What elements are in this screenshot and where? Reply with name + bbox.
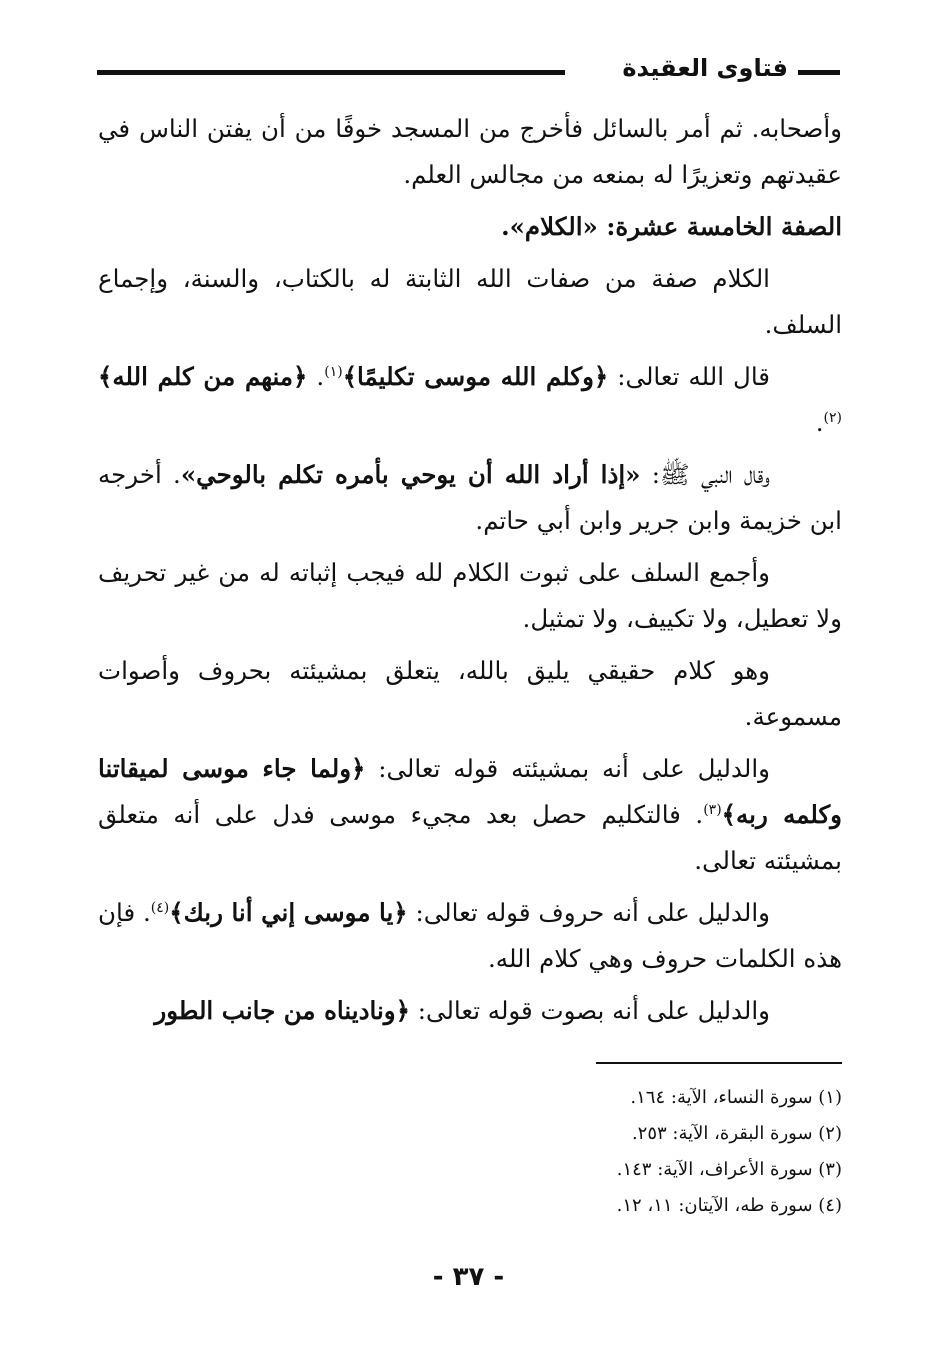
quran-verse: ﴿ولما جاء موسى لميقاتنا وكلمه ربه﴾ — [98, 754, 842, 829]
footnote-ref: (٣) — [703, 802, 722, 818]
text-run: . أخرجه ابن خزيمة وابن جرير وابن أبي حاتم. — [98, 460, 842, 535]
paragraph: وهو كلام حقيقي يليق بالله، يتعلق بمشيئته بحروف وأصوات مسموعة. — [98, 656, 842, 731]
header-title: فتاوى العقيدة — [622, 54, 788, 82]
footnote: (٤) سورة طه، الآيتان: ١١، ١٢. — [616, 1195, 842, 1216]
footnote: (١) سورة النساء، الآية: ١٦٤. — [630, 1087, 842, 1108]
paragraph: وأجمع السلف على ثبوت الكلام لله فيجب إثباته له من غير تحريف ولا تعطيل، ولا تكييف، ولا تمثيل. — [98, 558, 842, 633]
quran-verse: ﴿وكلم الله موسى تكليمًا﴾ — [342, 362, 609, 391]
footnote-ref: (٢) — [823, 410, 842, 426]
footnote: (٣) سورة الأعراف، الآية: ١٤٣. — [616, 1159, 842, 1180]
footnote: (٢) سورة البقرة، الآية: ٢٥٣. — [631, 1123, 842, 1144]
text-run: وقال النبي ﷺ: — [640, 460, 770, 489]
paragraph — [98, 988, 842, 1034]
quran-verse: ﴿يا موسى إني أنا ربك﴾ — [169, 898, 408, 927]
paragraph: الكلام صفة من صفات الله الثابتة له بالكتاب، والسنة، وإجماع السلف. — [98, 264, 842, 339]
text-run: قال الله تعالى: — [608, 362, 770, 391]
footnote-ref: (١) — [324, 364, 343, 380]
quran-verse: ﴿منهم من كلم الله﴾ — [98, 362, 308, 391]
text-run: . — [307, 362, 325, 391]
text-run: والدليل على أنه بمشيئته قوله تعالى: — [365, 754, 770, 783]
text-run: والدليل على أنه حروف قوله تعالى: — [407, 898, 770, 927]
text-run: . فإن هذه الكلمات حروف وهي كلام الله. — [98, 898, 842, 973]
section-heading: الصفة الخامسة عشرة: «الكلام». — [501, 212, 842, 241]
quran-verse: ﴿وناديناه من جانب الطور — [154, 996, 410, 1025]
body-text — [98, 106, 842, 1040]
header-rule — [97, 70, 565, 75]
paragraph — [98, 452, 842, 544]
paragraph: وأصحابه. ثم أمر بالسائل فأخرج من المسجد خوفًا من أن يفتن الناس في عقيدتهم وتعزيرًا له بمنعه من مجالس العلم. — [98, 114, 842, 189]
paragraph — [98, 746, 842, 884]
paragraph — [98, 354, 842, 446]
text-run: . — [815, 408, 824, 437]
page-number: - ٣٧ - — [432, 1262, 505, 1292]
text-run: . فالتكليم حصل بعد مجيء موسى فدل على أنه متعلق بمشيئته تعالى. — [98, 800, 842, 875]
text-run: والدليل على أنه بصوت قوله تعالى: — [409, 996, 770, 1025]
header-rule-short — [798, 70, 840, 75]
running-header — [95, 52, 840, 88]
footnotes — [400, 1080, 842, 1224]
paragraph — [98, 890, 842, 982]
hadith-quote: «إذا أراد الله أن يوحي بأمره تكلم بالوحي» — [180, 460, 641, 489]
footnote-ref: (٤) — [150, 900, 170, 916]
footnote-divider — [596, 1062, 842, 1064]
